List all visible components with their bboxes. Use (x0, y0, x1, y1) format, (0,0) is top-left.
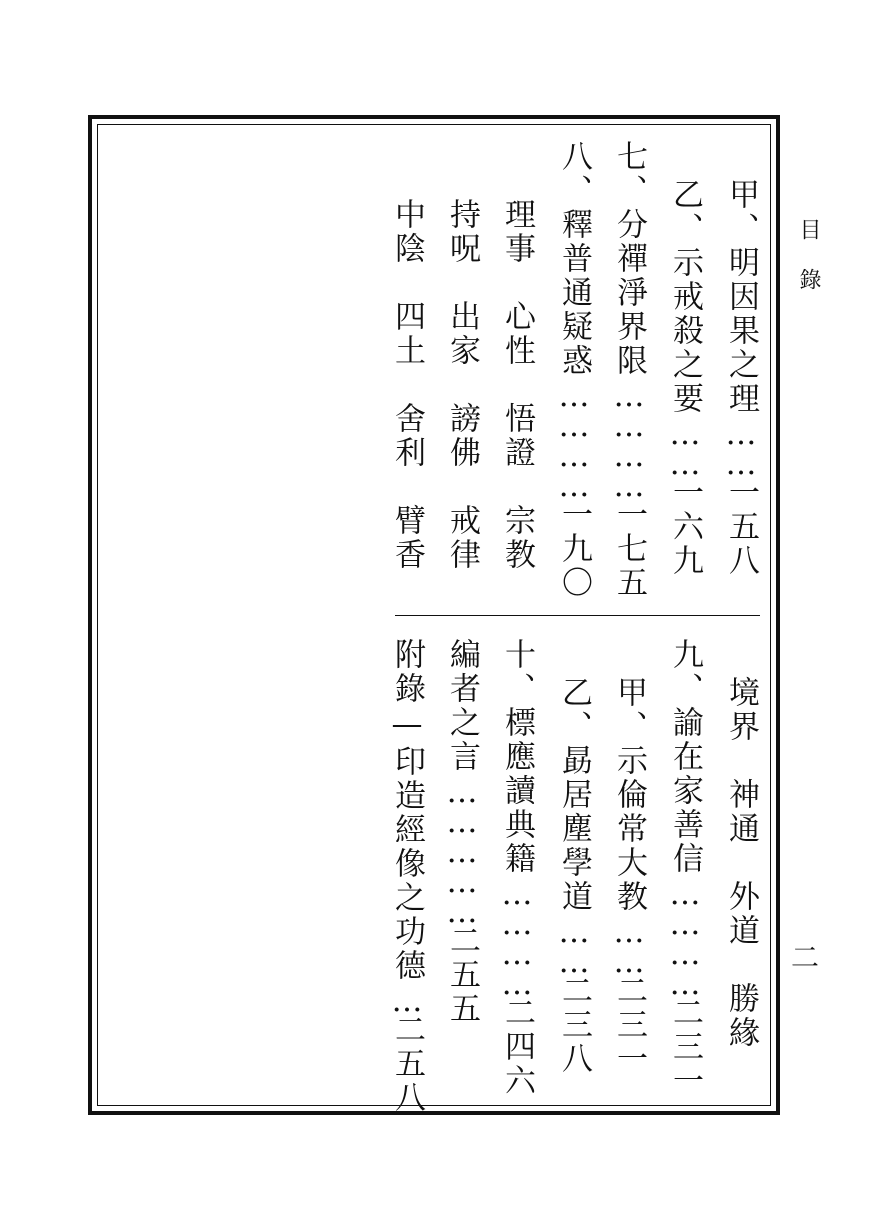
entry-page: 二三一 (667, 996, 703, 1098)
toc-entry (612, 140, 646, 600)
entry-page: 二五五 (444, 924, 480, 1026)
toc-entry (557, 140, 591, 600)
entry-label: 十、標應讀典籍 (499, 638, 535, 876)
entry-page: 一六九 (667, 476, 703, 578)
entry-page: 二三一 (611, 974, 647, 1076)
toc-topics: 中陰 四土 舍利 臂香 (389, 198, 425, 572)
leader-dots: …… (556, 914, 592, 974)
entry-page: 一九〇 (556, 498, 592, 600)
leader-dots: ………… (667, 876, 703, 996)
entry-label: 甲、明因果之理 (723, 178, 759, 416)
section-divider (395, 615, 760, 616)
toc-entry (390, 638, 424, 1115)
entry-label: 編者之言 (444, 638, 480, 774)
leader-dots: ………… (611, 378, 647, 498)
toc-entry (445, 638, 479, 1026)
entry-page: 一七五 (611, 498, 647, 600)
toc-entry (724, 178, 758, 578)
page-number: 二 (791, 941, 820, 974)
entry-label: 附錄—印造經像之功德 (389, 638, 425, 983)
toc-entry (668, 178, 702, 578)
leader-dots: …… (667, 416, 703, 476)
entry-label: 八、釋普通疑惑 (556, 140, 592, 378)
toc-topics: 理事 心性 悟證 宗教 (499, 198, 535, 572)
toc-topics: 持呪 出家 謗佛 戒律 (444, 198, 480, 572)
toc-entry (668, 638, 702, 1098)
toc-entry (557, 676, 591, 1076)
entry-page: 二五八 (389, 1013, 425, 1115)
entry-label: 甲、示倫常大教 (611, 676, 647, 914)
entry-label: 乙、勗居塵學道 (556, 676, 592, 914)
entry-label: 九、諭在家善信 (667, 638, 703, 876)
running-header: 目錄 (796, 218, 821, 318)
entry-page: 二三八 (556, 974, 592, 1076)
entry-page: 一五八 (723, 476, 759, 578)
leader-dots: …… (723, 416, 759, 476)
toc-topics: 境界 神通 外道 勝緣 (723, 676, 759, 1050)
entry-label: 七、分禪淨界限 (611, 140, 647, 378)
leader-dots: ………… (499, 876, 535, 996)
toc-entry (500, 638, 534, 1098)
leader-dots: ………… (556, 378, 592, 498)
leader-dots: … (389, 983, 425, 1013)
entry-label: 乙、示戒殺之要 (667, 178, 703, 416)
leader-dots: …………… (444, 774, 480, 924)
leader-dots: …… (611, 914, 647, 974)
toc-entry (612, 676, 646, 1076)
entry-page: 二四六 (499, 996, 535, 1098)
